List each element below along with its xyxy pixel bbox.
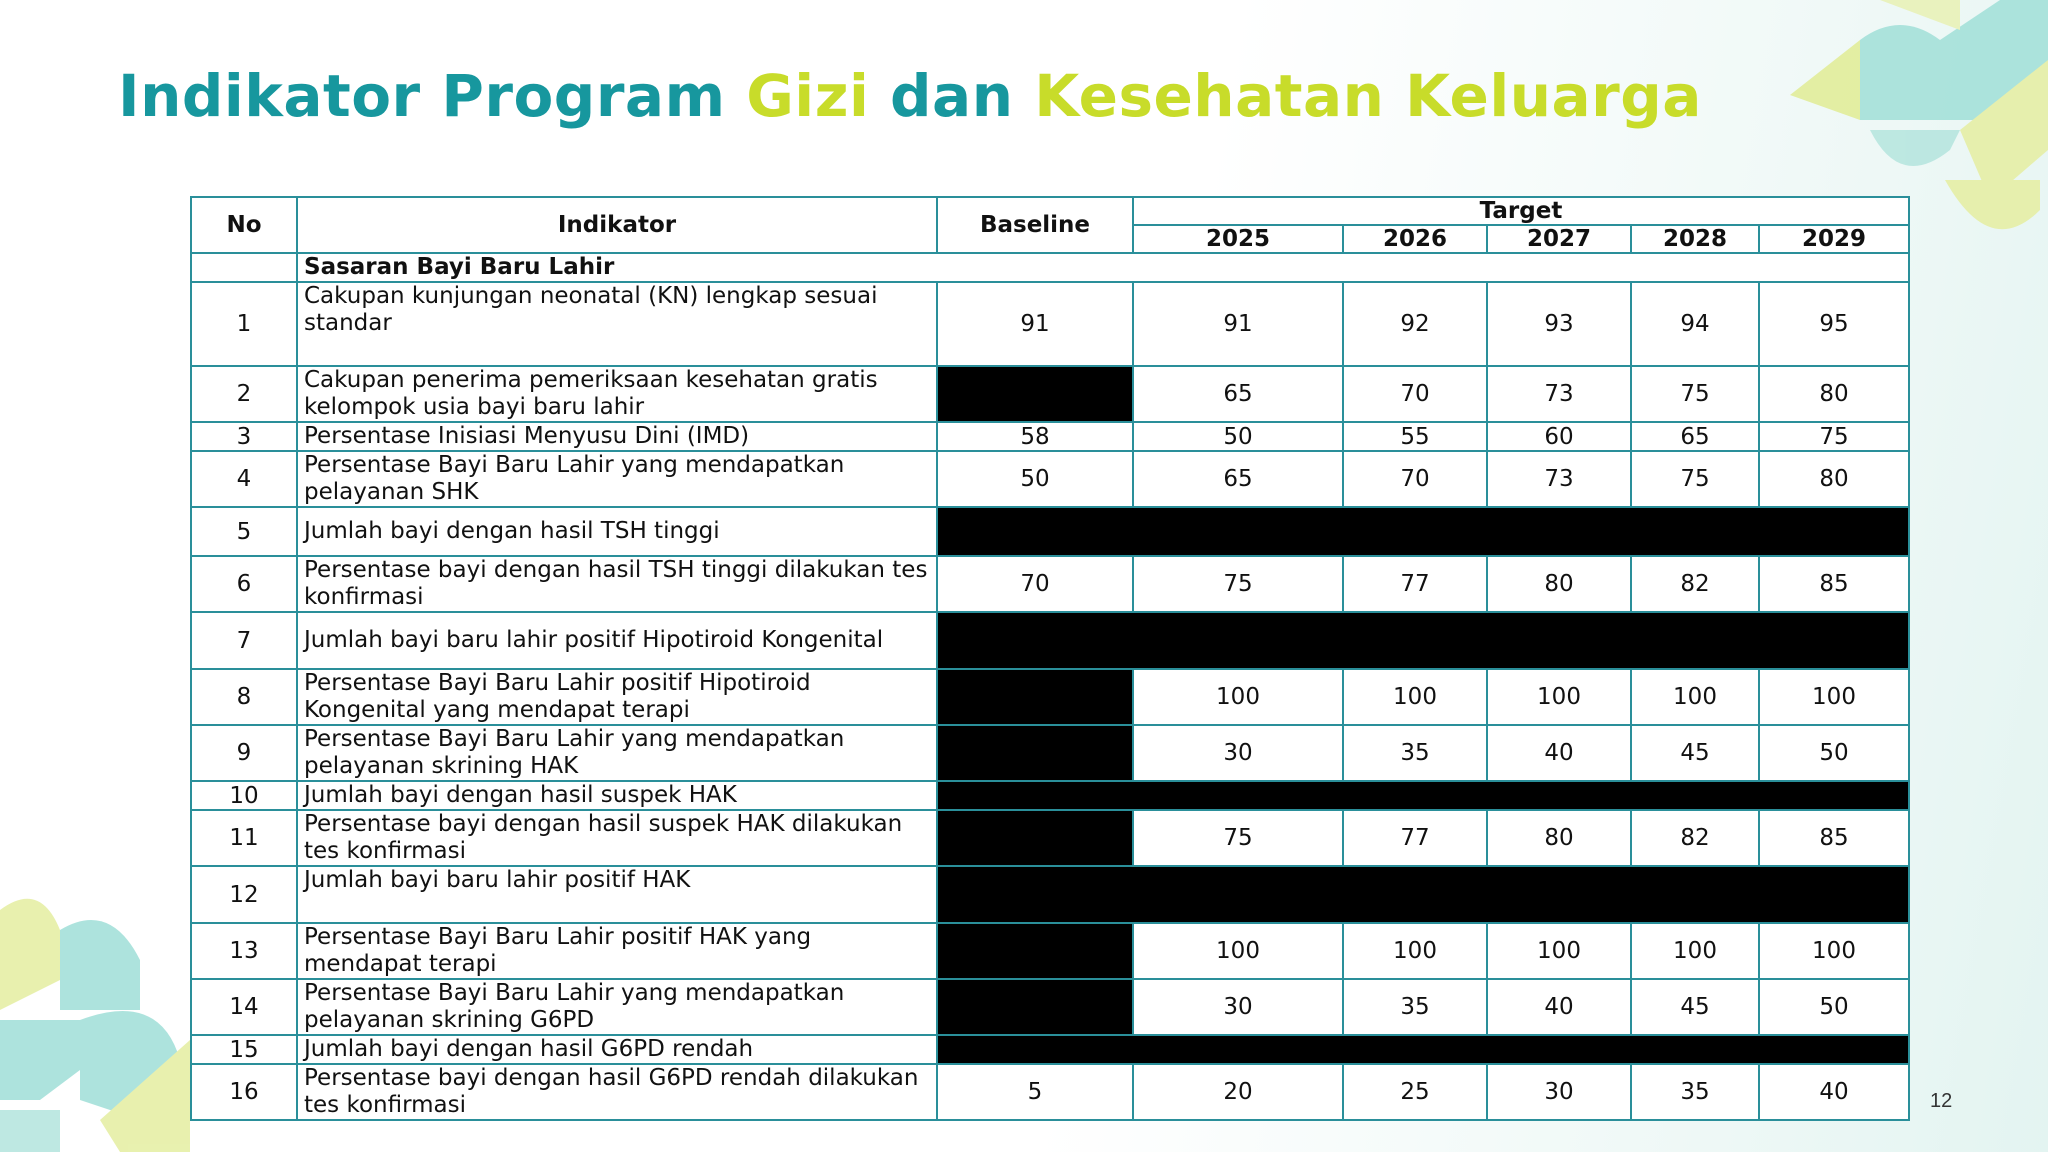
row-indikator: Persentase Bayi Baru Lahir yang mendapatkan pelayanan skrining G6PD bbox=[297, 979, 937, 1035]
row-target: 30 bbox=[1133, 725, 1343, 781]
table-row bbox=[191, 810, 1909, 866]
row-indikator: Persentase bayi dengan hasil G6PD rendah dilakukan tes konfirmasi bbox=[297, 1064, 937, 1120]
row-baseline: 91 bbox=[937, 282, 1133, 366]
row-values-blocked bbox=[937, 507, 1909, 556]
row-no: 14 bbox=[191, 979, 297, 1035]
header-baseline: Baseline bbox=[937, 197, 1133, 253]
row-indikator: Persentase Bayi Baru Lahir yang mendapatkan pelayanan skrining HAK bbox=[297, 725, 937, 781]
row-baseline: 50 bbox=[937, 451, 1133, 507]
row-target: 92 bbox=[1343, 282, 1487, 366]
row-target: 95 bbox=[1759, 282, 1909, 366]
row-values-blocked bbox=[937, 866, 1909, 923]
row-target: 100 bbox=[1759, 669, 1909, 725]
row-target: 93 bbox=[1487, 282, 1631, 366]
row-target: 80 bbox=[1759, 366, 1909, 422]
row-indikator: Cakupan kunjungan neonatal (KN) lengkap sesuai standar bbox=[297, 282, 937, 366]
row-no: 8 bbox=[191, 669, 297, 725]
header-year-2025: 2025 bbox=[1133, 225, 1343, 253]
row-baseline: 5 bbox=[937, 1064, 1133, 1120]
row-no: 15 bbox=[191, 1035, 297, 1064]
row-target: 25 bbox=[1343, 1064, 1487, 1120]
title-part-4: Kesehatan Keluarga bbox=[1034, 62, 1702, 130]
row-target: 60 bbox=[1487, 422, 1631, 451]
bottom-left-ornament bbox=[0, 899, 190, 1152]
row-target: 65 bbox=[1133, 366, 1343, 422]
row-target: 100 bbox=[1133, 923, 1343, 979]
row-target: 82 bbox=[1631, 810, 1759, 866]
row-target: 65 bbox=[1133, 451, 1343, 507]
row-target: 77 bbox=[1343, 810, 1487, 866]
row-indikator: Cakupan penerima pemeriksaan kesehatan gratis kelompok usia bayi baru lahir bbox=[297, 366, 937, 422]
table-row bbox=[191, 507, 1909, 556]
row-no: 3 bbox=[191, 422, 297, 451]
row-target: 100 bbox=[1343, 923, 1487, 979]
row-indikator: Jumlah bayi dengan hasil G6PD rendah bbox=[297, 1035, 937, 1064]
row-indikator: Persentase Bayi Baru Lahir yang mendapatkan pelayanan SHK bbox=[297, 451, 937, 507]
page-title bbox=[118, 62, 1702, 130]
row-target: 100 bbox=[1133, 669, 1343, 725]
table-row bbox=[191, 1064, 1909, 1120]
row-target: 35 bbox=[1631, 1064, 1759, 1120]
row-baseline-blocked bbox=[937, 669, 1133, 725]
row-no: 16 bbox=[191, 1064, 297, 1120]
header-year-2026: 2026 bbox=[1343, 225, 1487, 253]
row-target: 91 bbox=[1133, 282, 1343, 366]
row-values-blocked bbox=[937, 612, 1909, 669]
header-indikator: Indikator bbox=[297, 197, 937, 253]
table-row bbox=[191, 366, 1909, 422]
title-part-3: dan bbox=[869, 62, 1035, 130]
row-no: 10 bbox=[191, 781, 297, 810]
row-target: 35 bbox=[1343, 979, 1487, 1035]
row-indikator: Persentase Bayi Baru Lahir positif HAK yang mendapat terapi bbox=[297, 923, 937, 979]
row-baseline-blocked bbox=[937, 366, 1133, 422]
row-target: 85 bbox=[1759, 556, 1909, 612]
title-part-2: Gizi bbox=[746, 62, 870, 130]
row-values-blocked bbox=[937, 1035, 1909, 1064]
header-no: No bbox=[191, 197, 297, 253]
page-number: 12 bbox=[1930, 1090, 1953, 1112]
row-target: 50 bbox=[1133, 422, 1343, 451]
row-target: 73 bbox=[1487, 451, 1631, 507]
row-no: 4 bbox=[191, 451, 297, 507]
row-target: 30 bbox=[1133, 979, 1343, 1035]
row-target: 80 bbox=[1759, 451, 1909, 507]
row-target: 100 bbox=[1631, 923, 1759, 979]
row-indikator: Persentase Bayi Baru Lahir positif Hipotiroid Kongenital yang mendapat terapi bbox=[297, 669, 937, 725]
table-row bbox=[191, 923, 1909, 979]
row-target: 40 bbox=[1487, 725, 1631, 781]
row-target: 20 bbox=[1133, 1064, 1343, 1120]
row-indikator: Jumlah bayi baru lahir positif Hipotiroid Kongenital bbox=[297, 612, 937, 669]
row-target: 100 bbox=[1343, 669, 1487, 725]
row-target: 30 bbox=[1487, 1064, 1631, 1120]
header-year-2027: 2027 bbox=[1487, 225, 1631, 253]
row-target: 75 bbox=[1631, 451, 1759, 507]
section-no-cell bbox=[191, 253, 297, 282]
table-row bbox=[191, 725, 1909, 781]
row-baseline-blocked bbox=[937, 810, 1133, 866]
row-baseline: 70 bbox=[937, 556, 1133, 612]
row-target: 100 bbox=[1487, 923, 1631, 979]
row-target: 75 bbox=[1631, 366, 1759, 422]
table-row bbox=[191, 422, 1909, 451]
row-target: 80 bbox=[1487, 810, 1631, 866]
header-target: Target bbox=[1133, 197, 1909, 225]
row-target: 40 bbox=[1487, 979, 1631, 1035]
table-row bbox=[191, 1035, 1909, 1064]
row-indikator: Persentase bayi dengan hasil TSH tinggi dilakukan tes konfirmasi bbox=[297, 556, 937, 612]
row-target: 82 bbox=[1631, 556, 1759, 612]
row-no: 12 bbox=[191, 866, 297, 923]
row-target: 100 bbox=[1631, 669, 1759, 725]
row-target: 75 bbox=[1133, 556, 1343, 612]
row-target: 100 bbox=[1759, 923, 1909, 979]
row-target: 65 bbox=[1631, 422, 1759, 451]
row-indikator: Persentase Inisiasi Menyusu Dini (IMD) bbox=[297, 422, 937, 451]
table-row bbox=[191, 612, 1909, 669]
row-baseline: 58 bbox=[937, 422, 1133, 451]
table-row bbox=[191, 866, 1909, 923]
row-target: 45 bbox=[1631, 979, 1759, 1035]
row-baseline-blocked bbox=[937, 979, 1133, 1035]
row-indikator: Jumlah bayi dengan hasil suspek HAK bbox=[297, 781, 937, 810]
row-target: 100 bbox=[1487, 669, 1631, 725]
section-label: Sasaran Bayi Baru Lahir bbox=[297, 253, 1909, 282]
section-row bbox=[191, 253, 1909, 282]
row-target: 70 bbox=[1343, 451, 1487, 507]
row-target: 80 bbox=[1487, 556, 1631, 612]
row-values-blocked bbox=[937, 781, 1909, 810]
row-target: 55 bbox=[1343, 422, 1487, 451]
table-row bbox=[191, 556, 1909, 612]
row-target: 45 bbox=[1631, 725, 1759, 781]
row-no: 13 bbox=[191, 923, 297, 979]
row-target: 40 bbox=[1759, 1064, 1909, 1120]
row-target: 77 bbox=[1343, 556, 1487, 612]
row-baseline-blocked bbox=[937, 725, 1133, 781]
row-no: 5 bbox=[191, 507, 297, 556]
row-target: 50 bbox=[1759, 979, 1909, 1035]
row-target: 75 bbox=[1133, 810, 1343, 866]
row-target: 85 bbox=[1759, 810, 1909, 866]
row-no: 7 bbox=[191, 612, 297, 669]
row-target: 73 bbox=[1487, 366, 1631, 422]
row-indikator: Jumlah bayi baru lahir positif HAK bbox=[297, 866, 937, 923]
row-target: 50 bbox=[1759, 725, 1909, 781]
header-year-2028: 2028 bbox=[1631, 225, 1759, 253]
row-no: 11 bbox=[191, 810, 297, 866]
table-row bbox=[191, 451, 1909, 507]
table-row bbox=[191, 669, 1909, 725]
table-row bbox=[191, 282, 1909, 366]
indicator-table bbox=[190, 196, 1910, 1121]
table-row bbox=[191, 979, 1909, 1035]
row-target: 35 bbox=[1343, 725, 1487, 781]
top-right-ornament bbox=[1790, 0, 2048, 229]
row-baseline-blocked bbox=[937, 923, 1133, 979]
row-indikator: Jumlah bayi dengan hasil TSH tinggi bbox=[297, 507, 937, 556]
row-indikator: Persentase bayi dengan hasil suspek HAK dilakukan tes konfirmasi bbox=[297, 810, 937, 866]
table-row bbox=[191, 781, 1909, 810]
row-no: 9 bbox=[191, 725, 297, 781]
row-target: 70 bbox=[1343, 366, 1487, 422]
row-target: 75 bbox=[1759, 422, 1909, 451]
title-part-1: Indikator Program bbox=[118, 62, 747, 130]
row-no: 6 bbox=[191, 556, 297, 612]
row-target: 94 bbox=[1631, 282, 1759, 366]
header-year-2029: 2029 bbox=[1759, 225, 1909, 253]
row-no: 2 bbox=[191, 366, 297, 422]
row-no: 1 bbox=[191, 282, 297, 366]
